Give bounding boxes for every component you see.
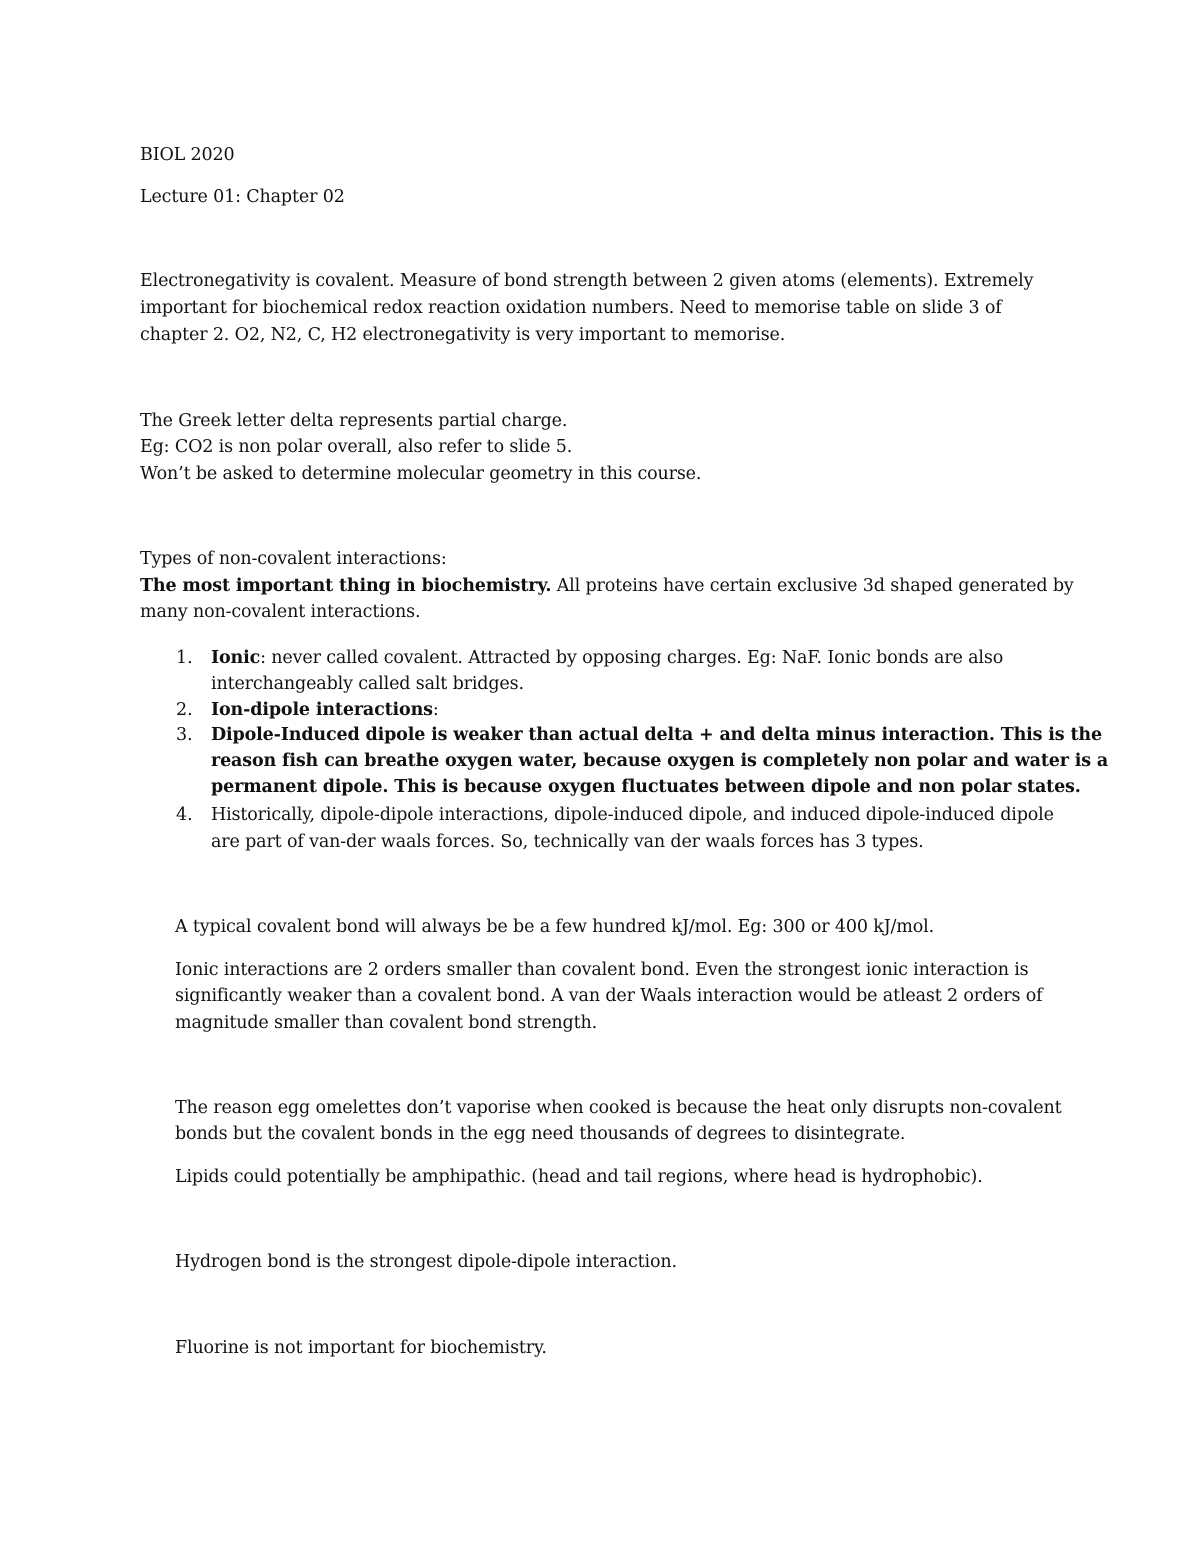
list-number-4: 4. xyxy=(176,805,193,825)
list-item-3-line-3: permanent dipole. This is because oxygen fluctuates between dipole and non polar states. xyxy=(211,777,1081,797)
greek-delta-line: The Greek letter delta represents partial charge. xyxy=(140,411,568,431)
ionic-note-line-2: significantly weaker than a covalent bond. A van der Waals interaction would be atleast 2 orders of xyxy=(175,986,1043,1006)
geometry-note-line: Won’t be asked to determine molecular geometry in this course. xyxy=(140,464,702,484)
ionic-term: Ionic xyxy=(211,648,261,668)
course-code: BIOL 2020 xyxy=(140,145,235,165)
list-number-3: 3. xyxy=(176,725,193,745)
types-intro-line-2: many non-covalent interactions. xyxy=(140,602,421,622)
electronegativity-line-3: chapter 2. O2, N2, C, H2 electronegativity is very important to memorise. xyxy=(140,325,786,345)
egg-note-line-1: The reason egg omelettes don’t vaporise when cooked is because the heat only disrupts non-covalent xyxy=(175,1098,1062,1118)
covalent-bond-note: A typical covalent bond will always be be a few hundred kJ/mol. Eg: 300 or 400 kJ/mol. xyxy=(175,917,934,937)
list-item-1-line-2: interchangeably called salt bridges. xyxy=(211,674,524,694)
types-intro-line-1 xyxy=(140,573,1074,600)
electronegativity-line-2: important for biochemical redox reaction oxidation numbers. Need to memorise table on slide 3 of xyxy=(140,298,1002,318)
hydrogen-bond-note: Hydrogen bond is the strongest dipole-dipole interaction. xyxy=(175,1252,677,1272)
list-item-4-line-1: Historically, dipole-dipole interactions, dipole-induced dipole, and induced dipole-induced dipole xyxy=(211,805,1054,825)
types-heading: Types of non-covalent interactions: xyxy=(140,549,447,569)
list-item-2-line-1 xyxy=(211,697,439,724)
electronegativity-line-1: Electronegativity is covalent. Measure of bond strength between 2 given atoms (elements). Extremely xyxy=(140,271,1034,291)
fluorine-note: Fluorine is not important for biochemistry. xyxy=(175,1338,547,1358)
ion-dipole-term: Ion-dipole interactions xyxy=(211,700,433,720)
list-item-1-line-1 xyxy=(211,645,1003,672)
types-intro-rest: All proteins have certain exclusive 3d shaped generated by xyxy=(551,576,1074,596)
lipids-note: Lipids could potentially be amphipathic. (head and tail regions, where head is hydrophobic). xyxy=(175,1167,983,1187)
list-item-3-line-2: reason fish can breathe oxygen water, because oxygen is completely non polar and water is a xyxy=(211,751,1109,771)
ionic-note-line-3: magnitude smaller than covalent bond strength. xyxy=(175,1013,598,1033)
ion-dipole-colon: : xyxy=(432,700,439,720)
ionic-note-line-1: Ionic interactions are 2 orders smaller than covalent bond. Even the strongest ionic interaction is xyxy=(175,960,1029,980)
co2-example-line: Eg: CO2 is non polar overall, also refer to slide 5. xyxy=(140,437,573,457)
list-item-3-line-1: Dipole-Induced dipole is weaker than actual delta + and delta minus interaction. This is the xyxy=(211,725,1102,745)
egg-note-line-2: bonds but the covalent bonds in the egg need thousands of degrees to disintegrate. xyxy=(175,1124,906,1144)
list-number-2: 2. xyxy=(176,700,193,720)
types-bold-lead: The most important thing in biochemistry. xyxy=(140,576,552,596)
list-item-4-line-2: are part of van-der waals forces. So, technically van der waals forces has 3 types. xyxy=(211,832,924,852)
ionic-description: : never called covalent. Attracted by opposing charges. Eg: NaF. Ionic bonds are also xyxy=(260,648,1004,668)
lecture-title: Lecture 01: Chapter 02 xyxy=(140,187,345,207)
list-number-1: 1. xyxy=(176,648,193,668)
